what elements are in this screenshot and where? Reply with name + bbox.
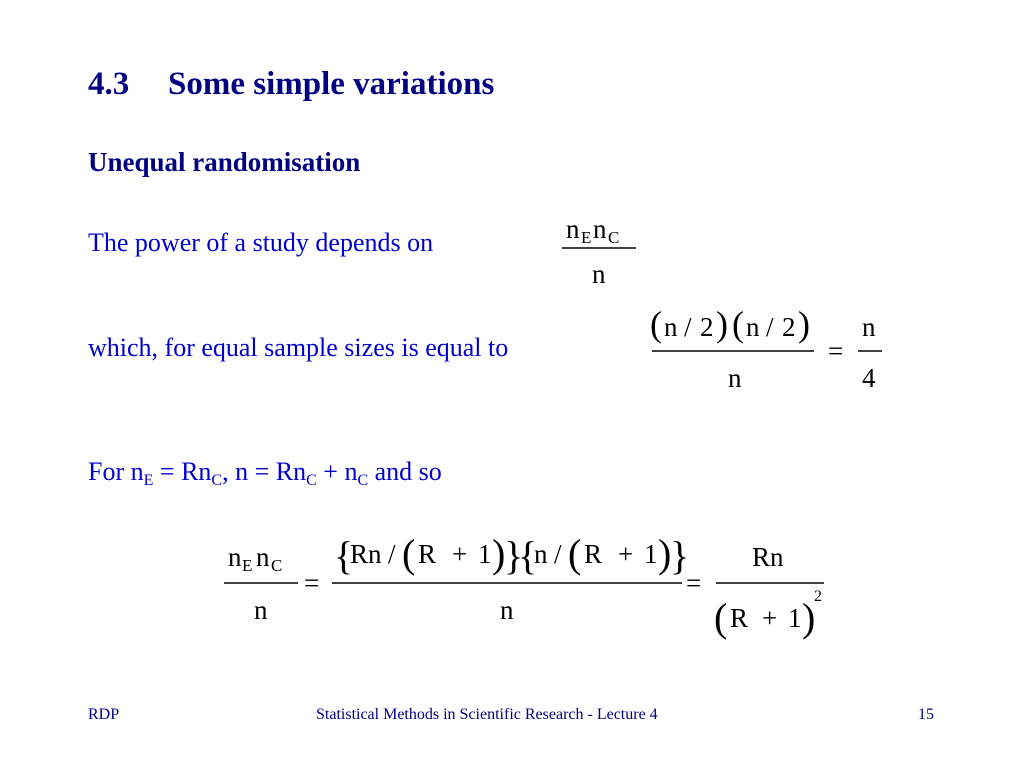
eq2-rhs-four: 4 [862,363,876,393]
and-so: and so [368,457,442,486]
sub-c-3: C [357,472,369,489]
eq2-den-n: n [728,363,742,393]
mid-lparen1: ( [402,531,416,576]
mid-lbrace1: { [334,533,354,578]
lhs-den-n: n [254,595,268,625]
equals-2: = [254,457,270,486]
mid-plus2: + [618,539,634,569]
mid-den-n: n [500,595,514,625]
comma-n: , n [222,457,249,486]
equals-a: = [304,568,320,598]
svg-text:For nE = RnC, n = RnC + nC and [88,457,442,489]
mid-r2: R [584,539,603,569]
eq2-lparen2: ( [732,304,744,344]
page-number: 15 [918,706,934,723]
frac-den-n: n [592,259,606,289]
footer-course: Statistical Methods in Scientific Research - Lecture 4 [316,706,658,723]
lhs-n1: n [228,542,242,572]
rhs-lparen: ( [714,595,728,640]
slide-title [88,66,494,103]
eq2-two2: 2 [782,312,796,342]
eq2-slash2: / [766,312,774,342]
lhs-sub-c: C [271,556,283,575]
equals-1: = [159,457,175,486]
frac-num-n2: n [593,214,607,244]
mid-rparen1: ) [492,531,506,576]
eq2-rparen1: ) [716,304,728,344]
final-equation [222,526,832,644]
equal-sizes-equation [648,302,888,398]
mid-n: n [534,539,548,569]
power-fraction [560,206,640,290]
frac-num-n1: n [566,214,580,244]
frac-num-sub-e: E [581,228,592,247]
mid-rn: Rn [350,539,382,569]
lhs-sub-e: E [242,556,253,575]
sub-c-2: C [306,472,317,489]
mid-slash2: / [554,539,562,569]
eq2-lparen1: ( [650,304,662,344]
footer-author: RDP [88,706,120,723]
mid-rbrace2: } [670,533,690,578]
eq2-n2: n [746,312,760,342]
rhs-squared: 2 [814,588,822,605]
sub-c-1: C [211,472,223,489]
mid-slash1: / [388,539,396,569]
eq2-n1: n [664,312,678,342]
rn-2: Rn [275,457,307,486]
mid-r1: R [418,539,437,569]
n-1: n [344,457,358,486]
sub-e-1: E [143,472,154,489]
equal-sizes-text: which, for equal sample sizes is equal to [88,333,509,362]
section-number: 4.3 [88,66,130,102]
eq2-rparen2: ) [798,304,810,344]
section-title: Some simple variations [168,66,495,102]
rhs-plus: + [762,603,778,633]
slide-subtitle: Unequal randomisation [88,147,361,177]
eq2-equals: = [828,336,844,366]
rhs-one: 1 [788,603,802,633]
mid-rparen2: ) [658,531,672,576]
mid-lparen2: ( [568,531,582,576]
rhs-r: R [730,603,749,633]
power-text: The power of a study depends on [88,228,434,257]
mid-plus1: + [452,539,468,569]
substitution-line [88,452,568,496]
equals-b: = [686,568,702,598]
mid-lbrace2: { [518,533,538,578]
eq2-two1: 2 [700,312,714,342]
mid-one1: 1 [478,539,492,569]
mid-rbrace1: } [504,533,524,578]
rn-1: Rn [181,457,212,486]
eq2-slash1: / [684,312,692,342]
lhs-n2: n [256,542,270,572]
eq2-rhs-n: n [862,312,876,342]
rhs-rparen: ) [802,595,816,640]
for-prefix: For n [88,457,144,486]
frac-num-sub-c: C [608,228,620,247]
rhs-rn: Rn [752,542,784,572]
mid-one2: 1 [644,539,658,569]
plus-1: + [323,457,338,486]
